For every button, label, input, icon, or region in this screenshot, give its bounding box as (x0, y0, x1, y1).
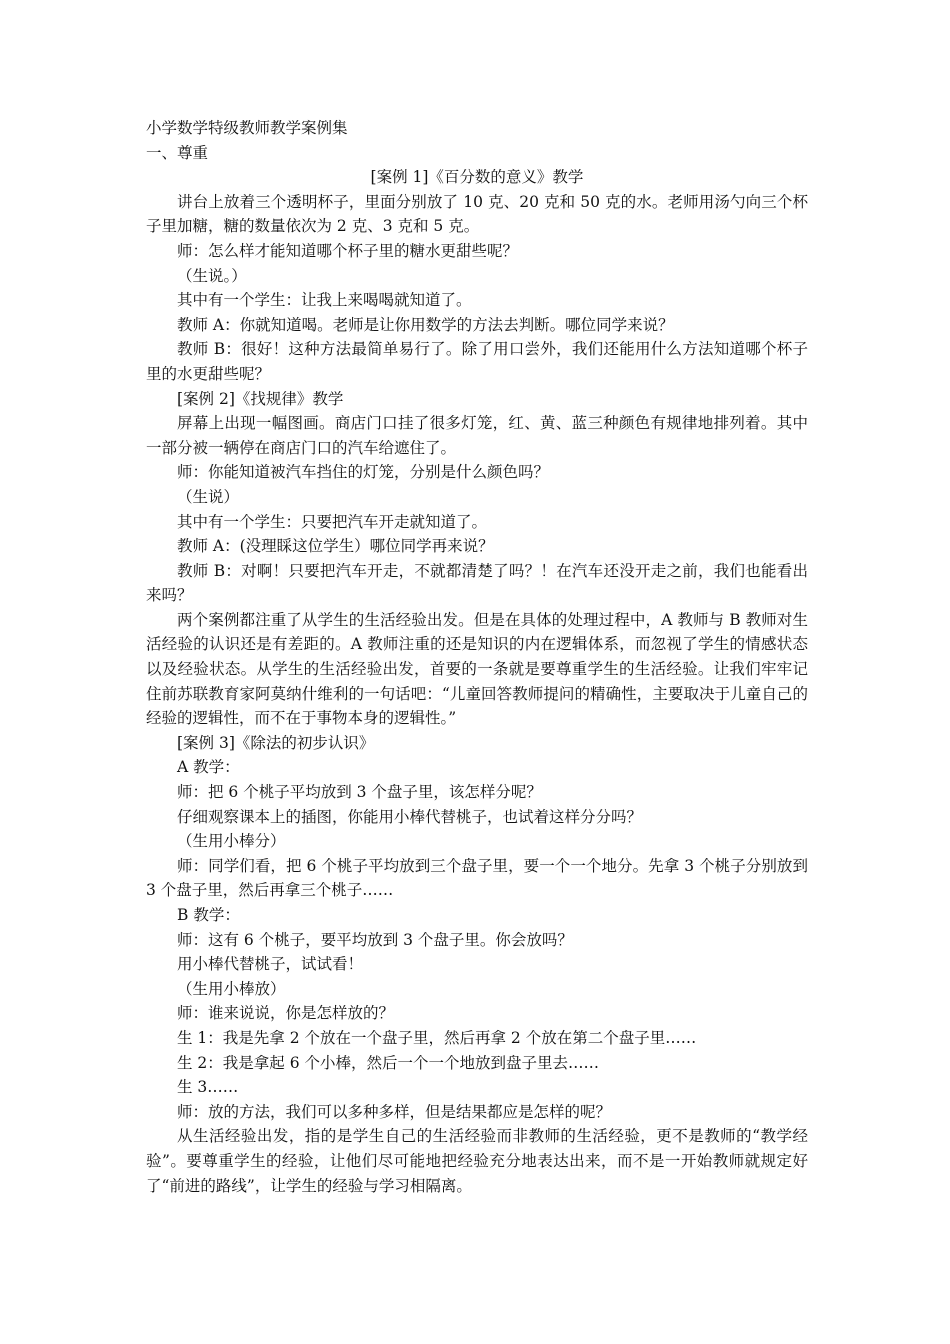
case3-paragraph: （生用小棒放） (177, 979, 286, 998)
case1-heading: [案例 1]《百分数的意义》教学 (370, 168, 584, 187)
case3-paragraph: 师：这有 6 个桃子，要平均放到 3 个盘子里。你会放吗？ (177, 930, 573, 949)
case3-paragraph: 师：谁来说说，你是怎样放的？ (177, 1004, 395, 1023)
case3-paragraph: 师：放的方法，我们可以多种多样，但是结果都应是怎样的呢？ (177, 1102, 612, 1121)
case3-paragraph: 生 2：我是拿起 6 个小棒，然后一个一个地放到盘子里去…… (177, 1053, 600, 1072)
case3-label-b: B 教学： (177, 906, 240, 924)
case3-paragraph: 生 3…… (177, 1078, 239, 1097)
case2-paragraph: 师：你能知道被汽车挡住的灯笼，分别是什么颜色吗？ (177, 463, 550, 482)
case3-paragraph: 师：把 6 个桃子平均放到 3 个盘子里，该怎样分呢？ (177, 783, 542, 802)
case1-paragraph: 讲台上放着三个透明杯子，里面分别放了 10 克、20 克和 50 克的水。老师用汤勺向三个杯子里加糖，糖的数量依次为 2 克、3 克和 5 克。 (146, 192, 808, 236)
case3-heading: [案例 3]《除法的初步认识》 (177, 733, 375, 752)
case2-heading: [案例 2]《找规律》教学 (177, 389, 344, 408)
case1-paragraph: （生说。） (177, 266, 247, 285)
case2-paragraph: 教师 A：(没理睬这位学生）哪位同学再来说？ (177, 537, 494, 556)
case1-paragraph: 教师 B：很好！这种方法最简单易行了。除了用口尝外，我们还能用什么方法知道哪个杯子里的水更甜些呢？ (146, 340, 808, 383)
case3-label-a: A 教学： (177, 758, 240, 777)
case3-paragraph: （生用小棒分） (177, 832, 286, 851)
case3-paragraph: 生 1：我是先拿 2 个放在一个盘子里，然后再拿 2 个放在第二个盘子里…… (177, 1028, 697, 1047)
case3-paragraph: 仔细观察课本上的插图，你能用小棒代替桃子，也试着这样分分吗？ (177, 807, 643, 826)
case2-paragraph: 教师 B：对啊！只要把汽车开走，不就都清楚了吗？！在汽车还没开走之前，我们也能看出来吗？ (146, 561, 808, 605)
case2-paragraph: （生说） (177, 487, 240, 506)
section-heading-respect: 一、尊重 (146, 143, 209, 162)
case2-paragraph: 屏幕上出现一幅图画。商店门口挂了很多灯笼，红、黄、蓝三种颜色有规律地排列着。其中一部分被一辆停在商店门口的汽车给遮住了。 (146, 414, 808, 457)
commentary-paragraph: 从生活经验出发，指的是学生自己的生活经验而非教师的生活经验，更不是教师的“教学经验”。要尊重学生的经验，让他们尽可能地把经验充分地表达出来，而不是一开始教师就规定好了“前进的路线”，让学生的经验与学习相隔离。 (146, 1127, 808, 1195)
case3-paragraph: 用小棒代替桃子，试试看！ (177, 955, 364, 974)
case1-paragraph: 其中有一个学生：让我上来喝喝就知道了。 (177, 291, 472, 310)
commentary-paragraph: 两个案例都注重了从学生的生活经验出发。但是在具体的处理过程中，A 教师与 B 教师对生活经验的认识还是有差距的。A 教师注重的还是知识的内在逻辑体系，而忽视了学生的情感状态以及经验状态。从学生的生活经验出发，首要的一条就是要尊重学生的生活经验。让我们牢牢记住前苏联教育家阿莫纳什维利的一句话吧：“儿童回答教师提问的精确性，主要取决于儿童自己的经验的逻辑性，而不在于事物本身的逻辑性。” (146, 610, 808, 728)
case1-paragraph: 教师 A：你就知道喝。老师是让你用数学的方法去判断。哪位同学来说？ (177, 315, 674, 334)
case3-paragraph: 师：同学们看，把 6 个桃子平均放到三个盘子里，要一个一个地分。先拿 3 个桃子分别放到 3 个盘子里，然后再拿三个桃子…… (146, 856, 808, 900)
document-title: 小学数学特级教师教学案例集 (146, 119, 348, 137)
document-body (146, 116, 808, 1198)
case1-paragraph: 师：怎么样才能知道哪个杯子里的糖水更甜些呢？ (177, 241, 519, 260)
case2-paragraph: 其中有一个学生：只要把汽车开走就知道了。 (177, 512, 488, 531)
